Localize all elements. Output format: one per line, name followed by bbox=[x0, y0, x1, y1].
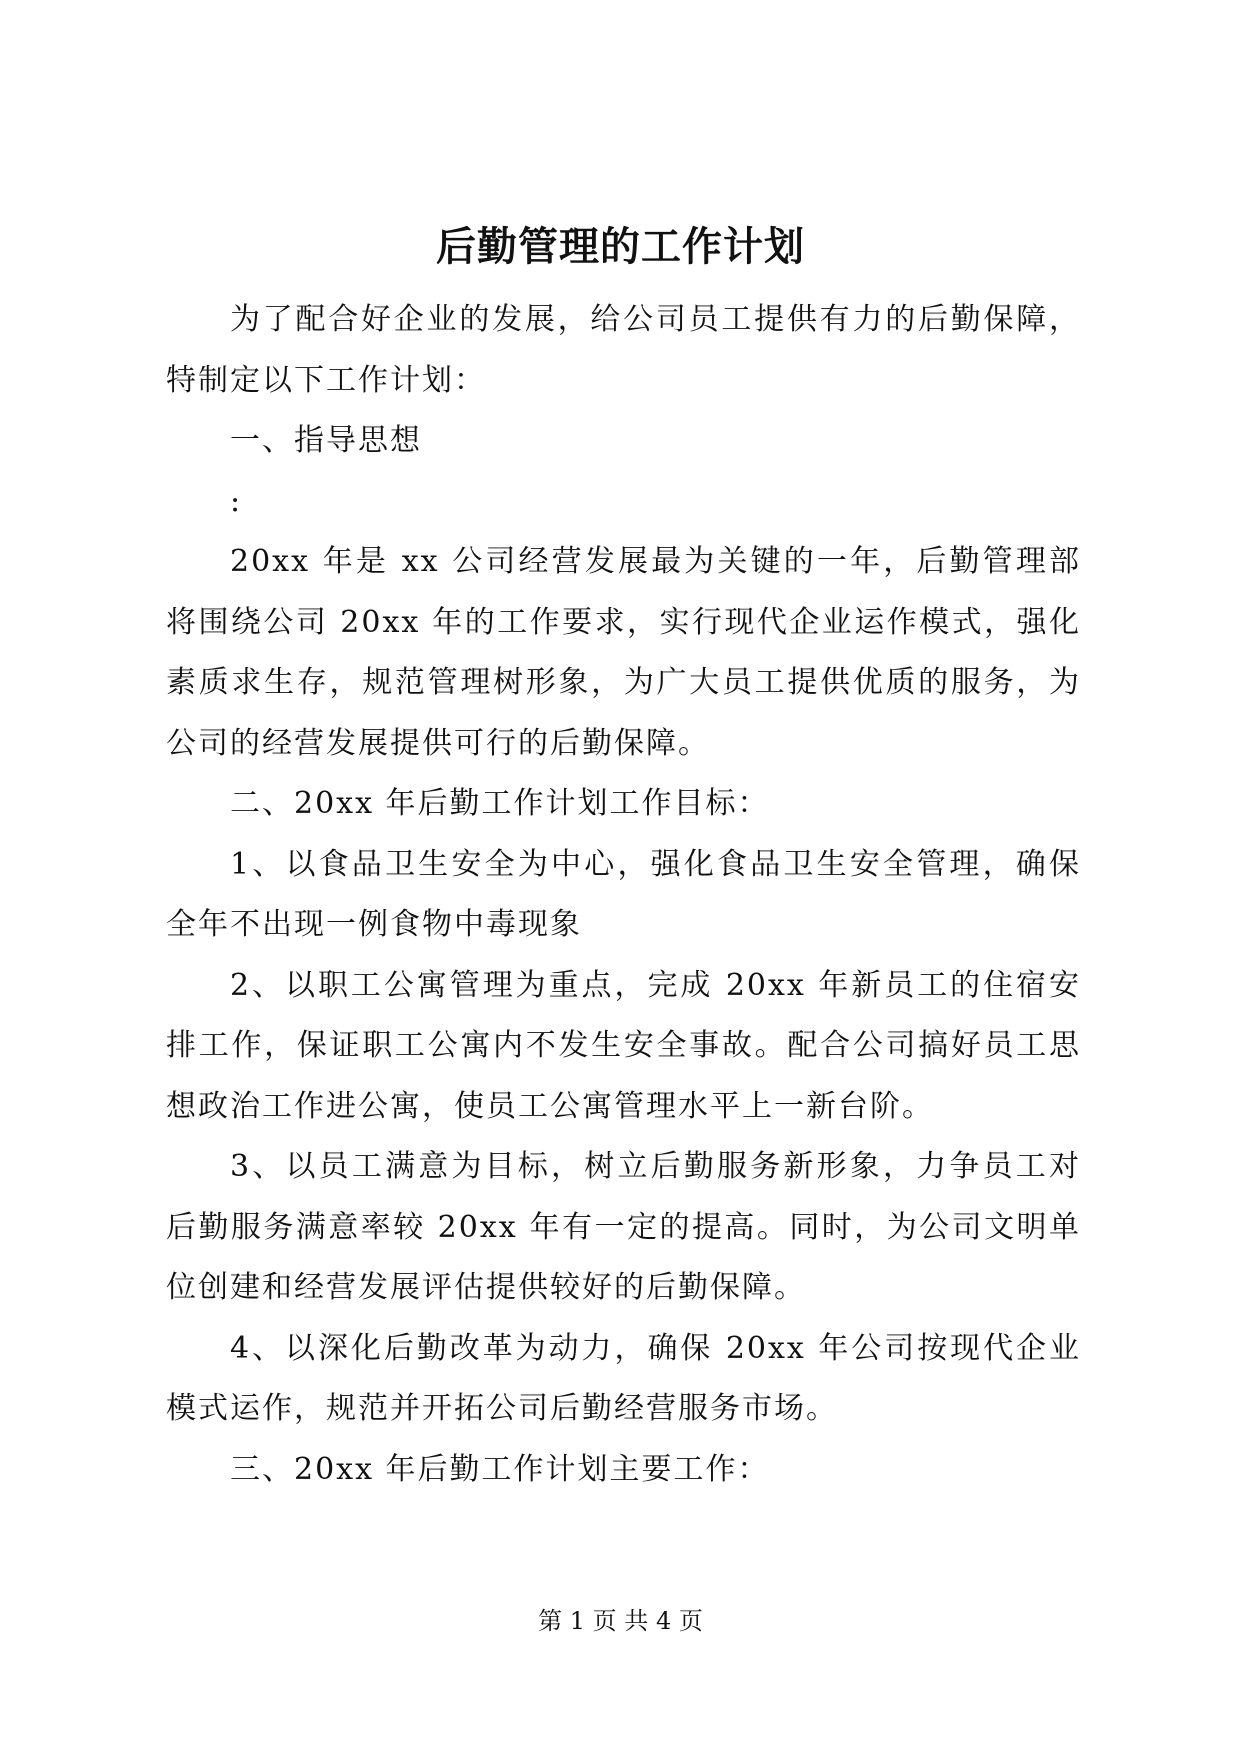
page-footer: 第 1 页 共 4 页 bbox=[538, 1607, 703, 1635]
document-title: 后勤管理的工作计划 bbox=[436, 223, 805, 270]
paragraph-goal-1: 1、以食品卫生安全为中心，强化食品卫生安全管理，确保全年不出现一例食物中毒现象 bbox=[166, 846, 1081, 942]
paragraph-goal-4: 4、以深化后勤改革为动力，确保 20xx 年公司按现代企业模式运作，规范并开拓公司后勤经营服务市场。 bbox=[166, 1330, 1081, 1426]
paragraph-colon: : bbox=[230, 483, 243, 519]
paragraph-ideology-body: 20xx 年是 xx 公司经营发展最为关键的一年，后勤管理部将围绕公司 20xx 年的工作要求，实行现代企业运作模式，强化素质求生存，规范管理树形象，为广大员工提供优质的服务，为公司的经营发展提供可行的后勤保障。 bbox=[166, 544, 1081, 761]
paragraph-goal-2: 2、以职工公寓管理为重点，完成 20xx 年新员工的住宿安排工作，保证职工公寓内不发生安全事故。配合公司搞好员工思想政治工作进公寓，使员工公寓管理水平上一新台阶。 bbox=[166, 967, 1081, 1124]
heading-main-work: 三、20xx 年后勤工作计划主要工作： bbox=[230, 1451, 770, 1487]
paragraph-intro: 为了配合好企业的发展，给公司员工提供有力的后勤保障，特制定以下工作计划： bbox=[166, 302, 1081, 398]
heading-work-goals: 二、20xx 年后勤工作计划工作目标： bbox=[230, 786, 770, 821]
heading-guiding-ideology: 一、指导思想 bbox=[230, 423, 422, 458]
document-body bbox=[166, 290, 1081, 1500]
paragraph-goal-3: 3、以员工满意为目标，树立后勤服务新形象，力争员工对后勤服务满意率较 20xx 年有一定的提高。同时，为公司文明单位创建和经营发展评估提供较好的后勤保障。 bbox=[166, 1149, 1081, 1305]
